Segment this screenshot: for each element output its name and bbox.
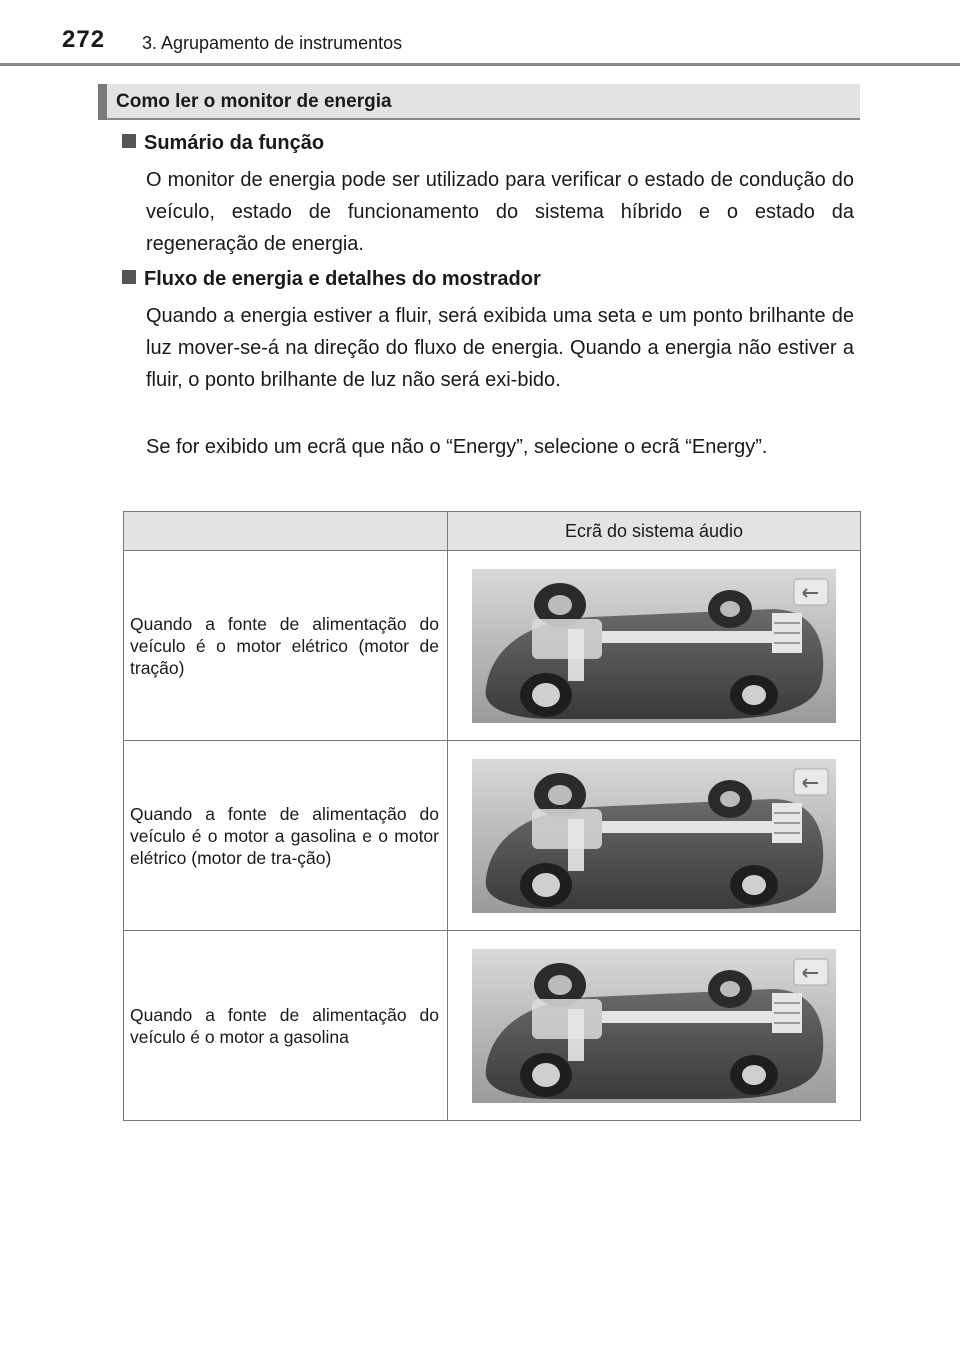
header-rule xyxy=(0,63,960,66)
table-row xyxy=(124,931,861,1121)
row-label-electric-motor: Quando a fonte de alimentação do veículo é o motor elétrico (motor de tração) xyxy=(124,551,448,741)
energy-monitor-image-hybrid xyxy=(472,759,836,913)
row-label-gasoline-and-electric: Quando a fonte de alimentação do veículo é o motor a gasolina e o motor elétrico (motor de tra-ção) xyxy=(124,741,448,931)
square-bullet-icon xyxy=(122,134,136,148)
table-row xyxy=(124,551,861,741)
table-header-row xyxy=(124,512,861,551)
flow-paragraph-1: Quando a energia estiver a fluir, será exibida uma seta e um ponto brilhante de luz mover-se-á na direção do fluxo de energia. Quando a energia não estiver a fluir, o ponto brilhante de luz não será exi-bido. xyxy=(146,305,854,391)
section-accent xyxy=(98,84,107,120)
screen-cell xyxy=(448,931,861,1121)
row-label-gasoline-engine: Quando a fonte de alimentação do veículo é o motor a gasolina xyxy=(124,931,448,1121)
table-header-audio-screen: Ecrã do sistema áudio xyxy=(448,512,861,551)
square-bullet-icon xyxy=(122,270,136,284)
chapter-title: 3. Agrupamento de instrumentos xyxy=(142,33,403,53)
screen-cell xyxy=(448,741,861,931)
section-heading-bar xyxy=(98,84,860,120)
summary-paragraph: O monitor de energia pode ser utilizado para verificar o estado de condução do veículo, estado de funcionamento do sistema híbrido e o estado da regeneração de energia. xyxy=(146,169,854,255)
page-number: 272 xyxy=(62,26,106,53)
subheading-flow xyxy=(122,268,541,291)
table-row xyxy=(124,741,861,931)
energy-monitor-image-electric xyxy=(472,569,836,723)
energy-monitor-table xyxy=(123,511,861,1121)
subheading-flow-text: Fluxo de energia e detalhes do mostrador xyxy=(144,268,541,290)
section-title: Como ler o monitor de energia xyxy=(116,91,392,112)
flow-paragraph-2: Se for exibido um ecrã que não o “Energy”, selecione o ecrã “Energy”. xyxy=(146,436,768,458)
subheading-summary xyxy=(122,132,324,155)
screen-cell xyxy=(448,551,861,741)
table-header-empty xyxy=(124,512,448,551)
subheading-summary-text: Sumário da função xyxy=(144,132,325,154)
energy-monitor-image-gasoline xyxy=(472,949,836,1103)
